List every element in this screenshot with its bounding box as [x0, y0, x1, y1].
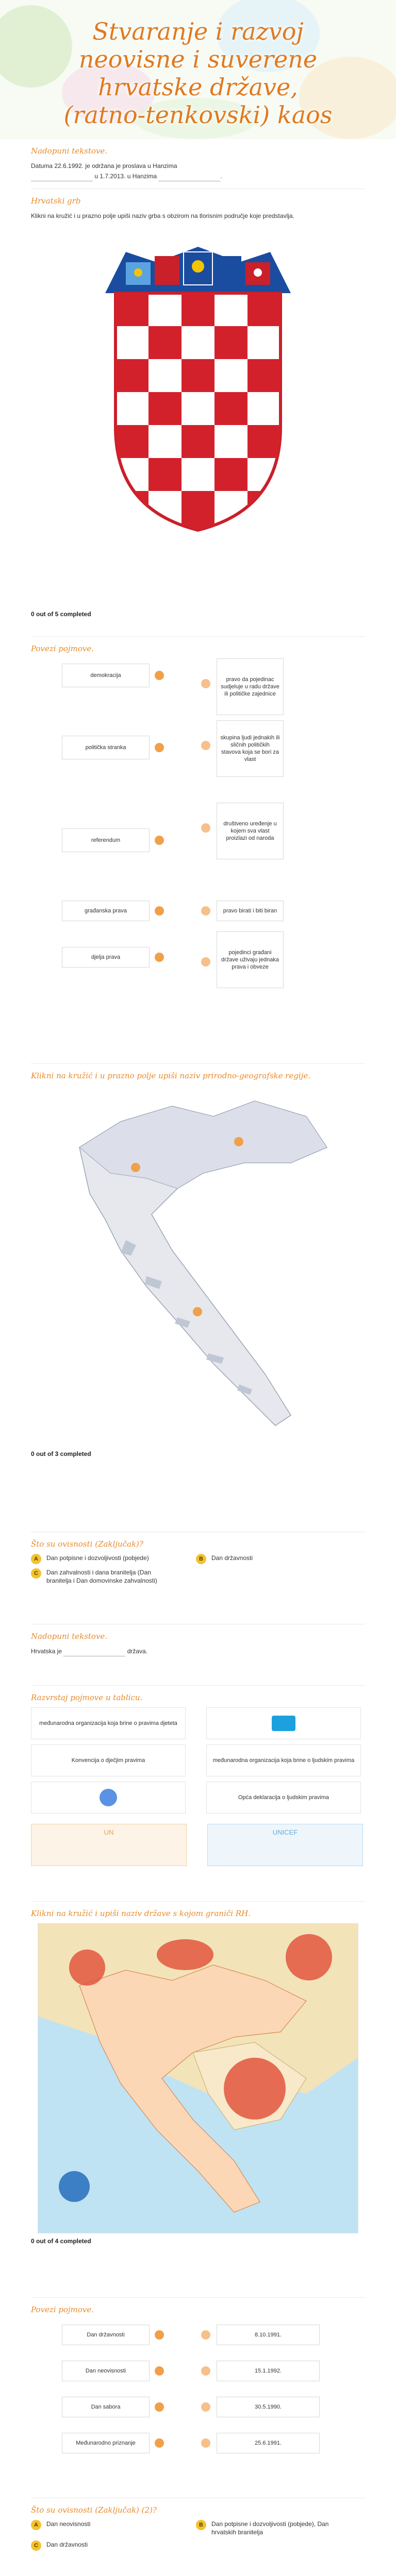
match-right-item[interactable]: pravo da pojedinac sudjeluje u radu države ili političke zajednice — [217, 658, 284, 715]
sort-card[interactable]: međunarodna organizacija koja brine o pravima djeteta — [31, 1707, 186, 1739]
country-marker[interactable] — [69, 1950, 105, 1986]
option-key: B — [196, 2520, 206, 2530]
match-handle[interactable] — [201, 2366, 210, 2376]
option-key: A — [31, 1554, 41, 1564]
sort-card[interactable]: Opća deklaracija o ljudskim pravima — [206, 1782, 361, 1814]
match-handle[interactable] — [201, 741, 210, 750]
answer-option[interactable]: C Dan zahvalnosti i dana branitelja (Dan branitelja i Dan domovinske zahvalnosti) — [31, 1568, 175, 1585]
match-left-item[interactable]: Dan neovisnosti — [62, 2361, 150, 2381]
blank-input[interactable] — [158, 174, 220, 181]
match-handle[interactable] — [155, 953, 164, 962]
match-handle[interactable] — [201, 679, 210, 688]
match-handle[interactable] — [155, 906, 164, 916]
completion-score: 0 out of 3 completed — [31, 1450, 91, 1458]
regions-map-section — [0, 1064, 396, 1532]
unicef-logo-card[interactable] — [206, 1707, 361, 1739]
match-left-item[interactable]: građanska prava — [62, 901, 150, 921]
matching-section-2 — [0, 2298, 396, 2498]
multiple-choice-section-1 — [0, 1532, 396, 1624]
match-handle[interactable] — [155, 2366, 164, 2376]
neighbours-map-section — [0, 1902, 396, 2297]
checkerboard-shield — [116, 293, 280, 532]
match-right-item[interactable]: 8.10.1991. — [217, 2325, 320, 2345]
match-right-item[interactable]: 15.1.1992. — [217, 2361, 320, 2381]
completion-score: 0 out of 4 completed — [31, 2238, 91, 2245]
drop-zone-un[interactable]: UN — [31, 1824, 187, 1866]
croatian-coat-of-arms-image — [85, 231, 311, 540]
match-left-item[interactable]: Dan državnosti — [62, 2325, 150, 2345]
match-left-item[interactable]: politička stranka — [62, 736, 150, 759]
hero-banner — [0, 0, 396, 139]
page-title: Stvaranje i razvoj neovisne i suverene hrvatske države, (ratno-tenkovski) kaos — [63, 18, 333, 129]
answer-option[interactable]: A Dan potpisne i dozvoljivosti (pobjede) — [31, 1554, 175, 1564]
neighbours-map — [38, 1923, 358, 2233]
instruction: Klikni na kružić i u prazno polje upiši naziv grba s obzirom na tlorisnim područje koje predstavlja. — [31, 212, 294, 219]
section-heading: Klikni na kružić i upiši naziv države s kojom graniči RH. — [31, 1909, 251, 1918]
un-logo-card[interactable] — [31, 1782, 186, 1814]
coat-of-arms-section — [0, 189, 396, 636]
country-marker[interactable] — [157, 1939, 213, 1970]
match-left-item[interactable]: referendum — [62, 828, 150, 852]
blank-input[interactable] — [63, 1649, 125, 1656]
answer-option[interactable]: C Dan državnosti — [31, 2540, 175, 2551]
option-key: B — [196, 1554, 206, 1564]
match-handle[interactable] — [201, 2402, 210, 2412]
region-marker[interactable] — [131, 1163, 140, 1172]
match-left-item[interactable]: demokracija — [62, 664, 150, 687]
match-left-item[interactable]: Međunarodno priznanje — [62, 2433, 150, 2453]
sort-card[interactable]: Konvencija o dječjim pravima — [31, 1744, 186, 1776]
answer-option[interactable]: B Dan potpisne i dozvoljivosti (pobjede), Dan hrvatskih branitelja — [196, 2520, 340, 2536]
option-key: C — [31, 1568, 41, 1579]
fill-line: u 1.7.2013. u Hanzima . — [31, 171, 365, 181]
match-handle[interactable] — [201, 2438, 210, 2448]
section-heading: Nadopuni tekstove. — [31, 1632, 108, 1641]
match-handle[interactable] — [155, 836, 164, 845]
country-marker[interactable] — [286, 1934, 332, 1980]
completion-score: 0 out of 5 completed — [31, 611, 91, 618]
option-key: A — [31, 2520, 41, 2530]
match-handle[interactable] — [155, 671, 164, 680]
match-handle[interactable] — [201, 823, 210, 833]
match-handle[interactable] — [155, 2402, 164, 2412]
match-left-item[interactable]: djelja prava — [62, 947, 150, 968]
section-heading: Što su ovisnosti (Zaključak) (2)? — [31, 2505, 157, 2515]
country-marker[interactable] — [224, 2058, 286, 2120]
match-right-item[interactable]: društveno uređenje u kojem sva vlast proizlazi od naroda — [217, 803, 284, 859]
match-handle[interactable] — [201, 957, 210, 967]
region-marker[interactable] — [193, 1307, 202, 1316]
section-heading: Povezi pojmove. — [31, 644, 94, 653]
section-heading: Hrvatski grb — [31, 196, 81, 206]
blank-input[interactable] — [31, 174, 93, 181]
globe-inset — [59, 2171, 90, 2202]
croatia-regions-map — [48, 1086, 348, 1446]
fill-line: Datuma 22.6.1992. je održana je proslava u Hanzima — [31, 162, 177, 170]
crown — [105, 247, 291, 293]
section-heading: Povezi pojmove. — [31, 2305, 94, 2314]
section-heading: Što su ovisnosti (Zaključak)? — [31, 1539, 143, 1549]
section-heading: Klikni na kružić i u prazno polje upiši naziv prirodno-geografske regije. — [31, 1071, 311, 1080]
match-right-item[interactable]: 25.6.1991. — [217, 2433, 320, 2453]
section-heading: Nadopuni tekstove. — [31, 146, 108, 156]
fill-text-section-1 — [0, 139, 396, 189]
section-heading: Razvrstaj pojmove u tablicu. — [31, 1693, 143, 1702]
croatia-map-graphic — [48, 1086, 348, 1446]
match-handle[interactable] — [155, 2438, 164, 2448]
match-right-item[interactable]: 30.5.1990. — [217, 2397, 320, 2417]
region-marker[interactable] — [234, 1137, 243, 1146]
match-handle[interactable] — [155, 2330, 164, 2340]
answer-option[interactable]: A Dan neovisnosti — [31, 2520, 175, 2536]
option-key: C — [31, 2540, 41, 2551]
match-handle[interactable] — [201, 906, 210, 916]
drop-zone-unicef[interactable]: UNICEF — [207, 1824, 363, 1866]
categorize-section — [0, 1686, 396, 1901]
multiple-choice-section-2 — [0, 2498, 396, 2576]
match-right-item[interactable]: pojedinci građani države uživaju jednaka prava i obveze — [217, 931, 284, 988]
matching-section-1 — [0, 637, 396, 1063]
answer-option[interactable]: B Dan državnosti — [196, 1554, 340, 1564]
fill-text-section-2: Nadopuni tekstove. Hrvatska je država. — [0, 1624, 396, 1685]
match-left-item[interactable]: Dan sabora — [62, 2397, 150, 2417]
sort-card[interactable]: međunarodna organizacija koja brine o ljudskim pravima — [206, 1744, 361, 1776]
match-handle[interactable] — [201, 2330, 210, 2340]
match-right-item[interactable]: skupina ljudi jednakih ili sličnih političkih stavova koja se bori za vlast — [217, 720, 284, 777]
match-handle[interactable] — [155, 743, 164, 752]
match-right-item[interactable]: pravo birati i biti biran — [217, 901, 284, 921]
